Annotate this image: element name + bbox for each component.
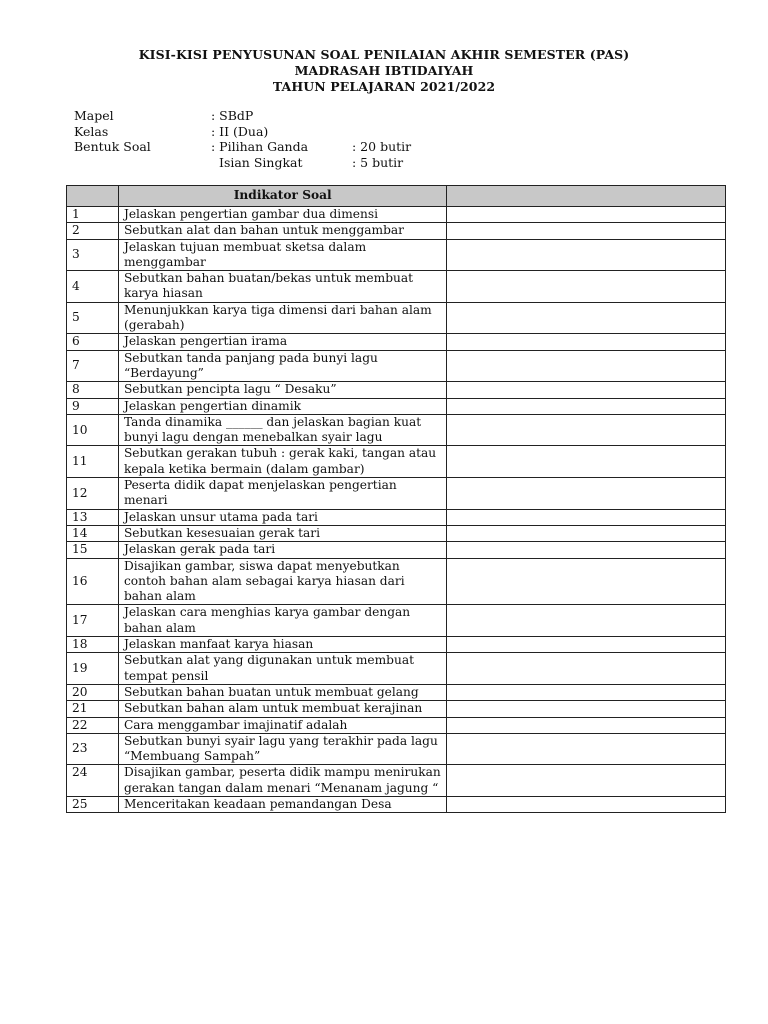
row-number: 15 [67, 542, 119, 558]
document-header [0, 47, 768, 95]
row-number: 10 [67, 414, 119, 446]
row-number: 20 [67, 684, 119, 700]
row-number: 9 [67, 398, 119, 414]
kelas-label: Kelas [74, 123, 109, 139]
row-number: 12 [67, 478, 119, 510]
blank-cell [447, 334, 726, 350]
indicator-text: Jelaskan tujuan membuat sketsa dalam menggambar [118, 239, 447, 271]
indicator-text: Jelaskan pengertian dinamik [118, 398, 447, 414]
blank-cell [447, 684, 726, 700]
blank-cell [447, 414, 726, 446]
indicator-text: Sebutkan pencipta lagu “ Desaku” [118, 382, 447, 398]
mapel-value: : SBdP [211, 108, 254, 123]
indicator-text: Menceritakan keadaan pemandangan Desa [118, 796, 447, 812]
blank-cell [447, 637, 726, 653]
row-number: 4 [67, 271, 119, 303]
blank-cell [447, 223, 726, 239]
row-number: 5 [67, 302, 119, 334]
blank-cell [447, 796, 726, 812]
blank-cell [447, 478, 726, 510]
row-number: 24 [67, 765, 119, 797]
blank-cell [447, 509, 726, 525]
indicator-text: Sebutkan tanda panjang pada bunyi lagu “Berdayung” [118, 350, 447, 382]
indicator-text: Sebutkan bahan alam untuk membuat kerajinan [118, 701, 447, 717]
kelas-value: : II (Dua) [211, 123, 269, 139]
indicator-text: Jelaskan manfaat karya hiasan [118, 637, 447, 653]
indicator-text: Sebutkan alat yang digunakan untuk membuat tempat pensil [118, 653, 447, 685]
isian-value: Isian Singkat [219, 154, 303, 170]
table-row [67, 605, 726, 637]
row-number: 7 [67, 350, 119, 382]
blank-cell [447, 542, 726, 558]
header-blank-cell [447, 186, 726, 207]
blank-cell [447, 350, 726, 382]
blank-cell [447, 558, 726, 605]
header-year: TAHUN PELAJARAN 2021/2022 [272, 79, 496, 94]
row-number: 13 [67, 509, 119, 525]
mapel-label: Mapel [74, 108, 114, 123]
table-row [67, 334, 726, 350]
table-row [67, 271, 726, 303]
indicator-text: Disajikan gambar, siswa dapat menyebutkan contoh bahan alam sebagai karya hiasan dari bahan alam [118, 558, 447, 605]
indicator-text: Jelaskan pengertian irama [118, 334, 447, 350]
blank-cell [447, 653, 726, 685]
row-number: 14 [67, 525, 119, 541]
row-number: 22 [67, 717, 119, 733]
indicator-text: Sebutkan gerakan tubuh : gerak kaki, tangan atau kepala ketika bermain (dalam gambar) [118, 446, 447, 478]
table-row [67, 398, 726, 414]
table-row [67, 637, 726, 653]
bentuk-label: Bentuk Soal [74, 139, 151, 154]
header-school: MADRASAH IBTIDAIYAH [294, 63, 474, 78]
indicator-text: Tanda dinamika ______ dan jelaskan bagian kuat bunyi lagu dengan menebalkan syair lagu [118, 414, 447, 446]
table-row [67, 765, 726, 797]
indicator-text: Jelaskan pengertian gambar dua dimensi [118, 207, 447, 223]
blank-cell [447, 701, 726, 717]
table-row [67, 542, 726, 558]
blank-cell [447, 446, 726, 478]
table-row [67, 525, 726, 541]
bentuk-count: : 20 butir [352, 139, 412, 154]
blank-cell [447, 271, 726, 303]
indicator-table [66, 185, 726, 813]
blank-cell [447, 733, 726, 765]
row-number: 8 [67, 382, 119, 398]
row-number: 2 [67, 223, 119, 239]
blank-cell [447, 239, 726, 271]
table-row [67, 382, 726, 398]
indicator-text: Menunjukkan karya tiga dimensi dari bahan alam (gerabah) [118, 302, 447, 334]
row-number: 25 [67, 796, 119, 812]
header-indicator-cell: Indikator Soal [118, 186, 447, 207]
table-row [67, 684, 726, 700]
table-row [67, 223, 726, 239]
indicator-text: Sebutkan kesesuaian gerak tari [118, 525, 447, 541]
indicator-text: Sebutkan alat dan bahan untuk menggambar [118, 223, 447, 239]
table-row [67, 446, 726, 478]
indicator-text: Jelaskan gerak pada tari [118, 542, 447, 558]
table-row [67, 717, 726, 733]
blank-cell [447, 382, 726, 398]
indicator-text: Cara menggambar imajinatif adalah [118, 717, 447, 733]
row-number: 16 [67, 558, 119, 605]
indicator-text: Sebutkan bahan buatan/bekas untuk membuat karya hiasan [118, 271, 447, 303]
row-number: 18 [67, 637, 119, 653]
row-number: 19 [67, 653, 119, 685]
table-row [67, 653, 726, 685]
blank-cell [447, 525, 726, 541]
indicator-text: Disajikan gambar, peserta didik mampu menirukan gerakan tangan dalam menari “Menanam jagung “ [118, 765, 447, 797]
table-row [67, 414, 726, 446]
blank-cell [447, 302, 726, 334]
blank-cell [447, 605, 726, 637]
blank-cell [447, 398, 726, 414]
row-number: 6 [67, 334, 119, 350]
row-number: 17 [67, 605, 119, 637]
blank-cell [447, 765, 726, 797]
table-row [67, 478, 726, 510]
bentuk-value: : Pilihan Ganda [211, 139, 309, 154]
table-header-row [67, 186, 726, 207]
table-row [67, 796, 726, 812]
header-title: KISI-KISI PENYUSUNAN SOAL PENILAIAN AKHIR SEMESTER (PAS) [138, 47, 630, 62]
row-number: 1 [67, 207, 119, 223]
row-number: 23 [67, 733, 119, 765]
table-row [67, 302, 726, 334]
indicator-text: Jelaskan cara menghias karya gambar dengan bahan alam [118, 605, 447, 637]
table-row [67, 509, 726, 525]
row-number: 3 [67, 239, 119, 271]
table-row [67, 701, 726, 717]
blank-cell [447, 207, 726, 223]
row-number: 21 [67, 701, 119, 717]
indicator-text: Sebutkan bahan buatan untuk membuat gelang [118, 684, 447, 700]
indicator-text: Peserta didik dapat menjelaskan pengertian menari [118, 478, 447, 510]
indicator-text: Sebutkan bunyi syair lagu yang terakhir pada lagu “Membuang Sampah” [118, 733, 447, 765]
table-row [67, 558, 726, 605]
indicator-text: Jelaskan unsur utama pada tari [118, 509, 447, 525]
table-row [67, 733, 726, 765]
row-number: 11 [67, 446, 119, 478]
blank-cell [447, 717, 726, 733]
table-row [67, 350, 726, 382]
header-number-cell [67, 186, 119, 207]
isian-count: : 5 butir [352, 154, 404, 170]
table-row [67, 239, 726, 271]
table-row [67, 207, 726, 223]
